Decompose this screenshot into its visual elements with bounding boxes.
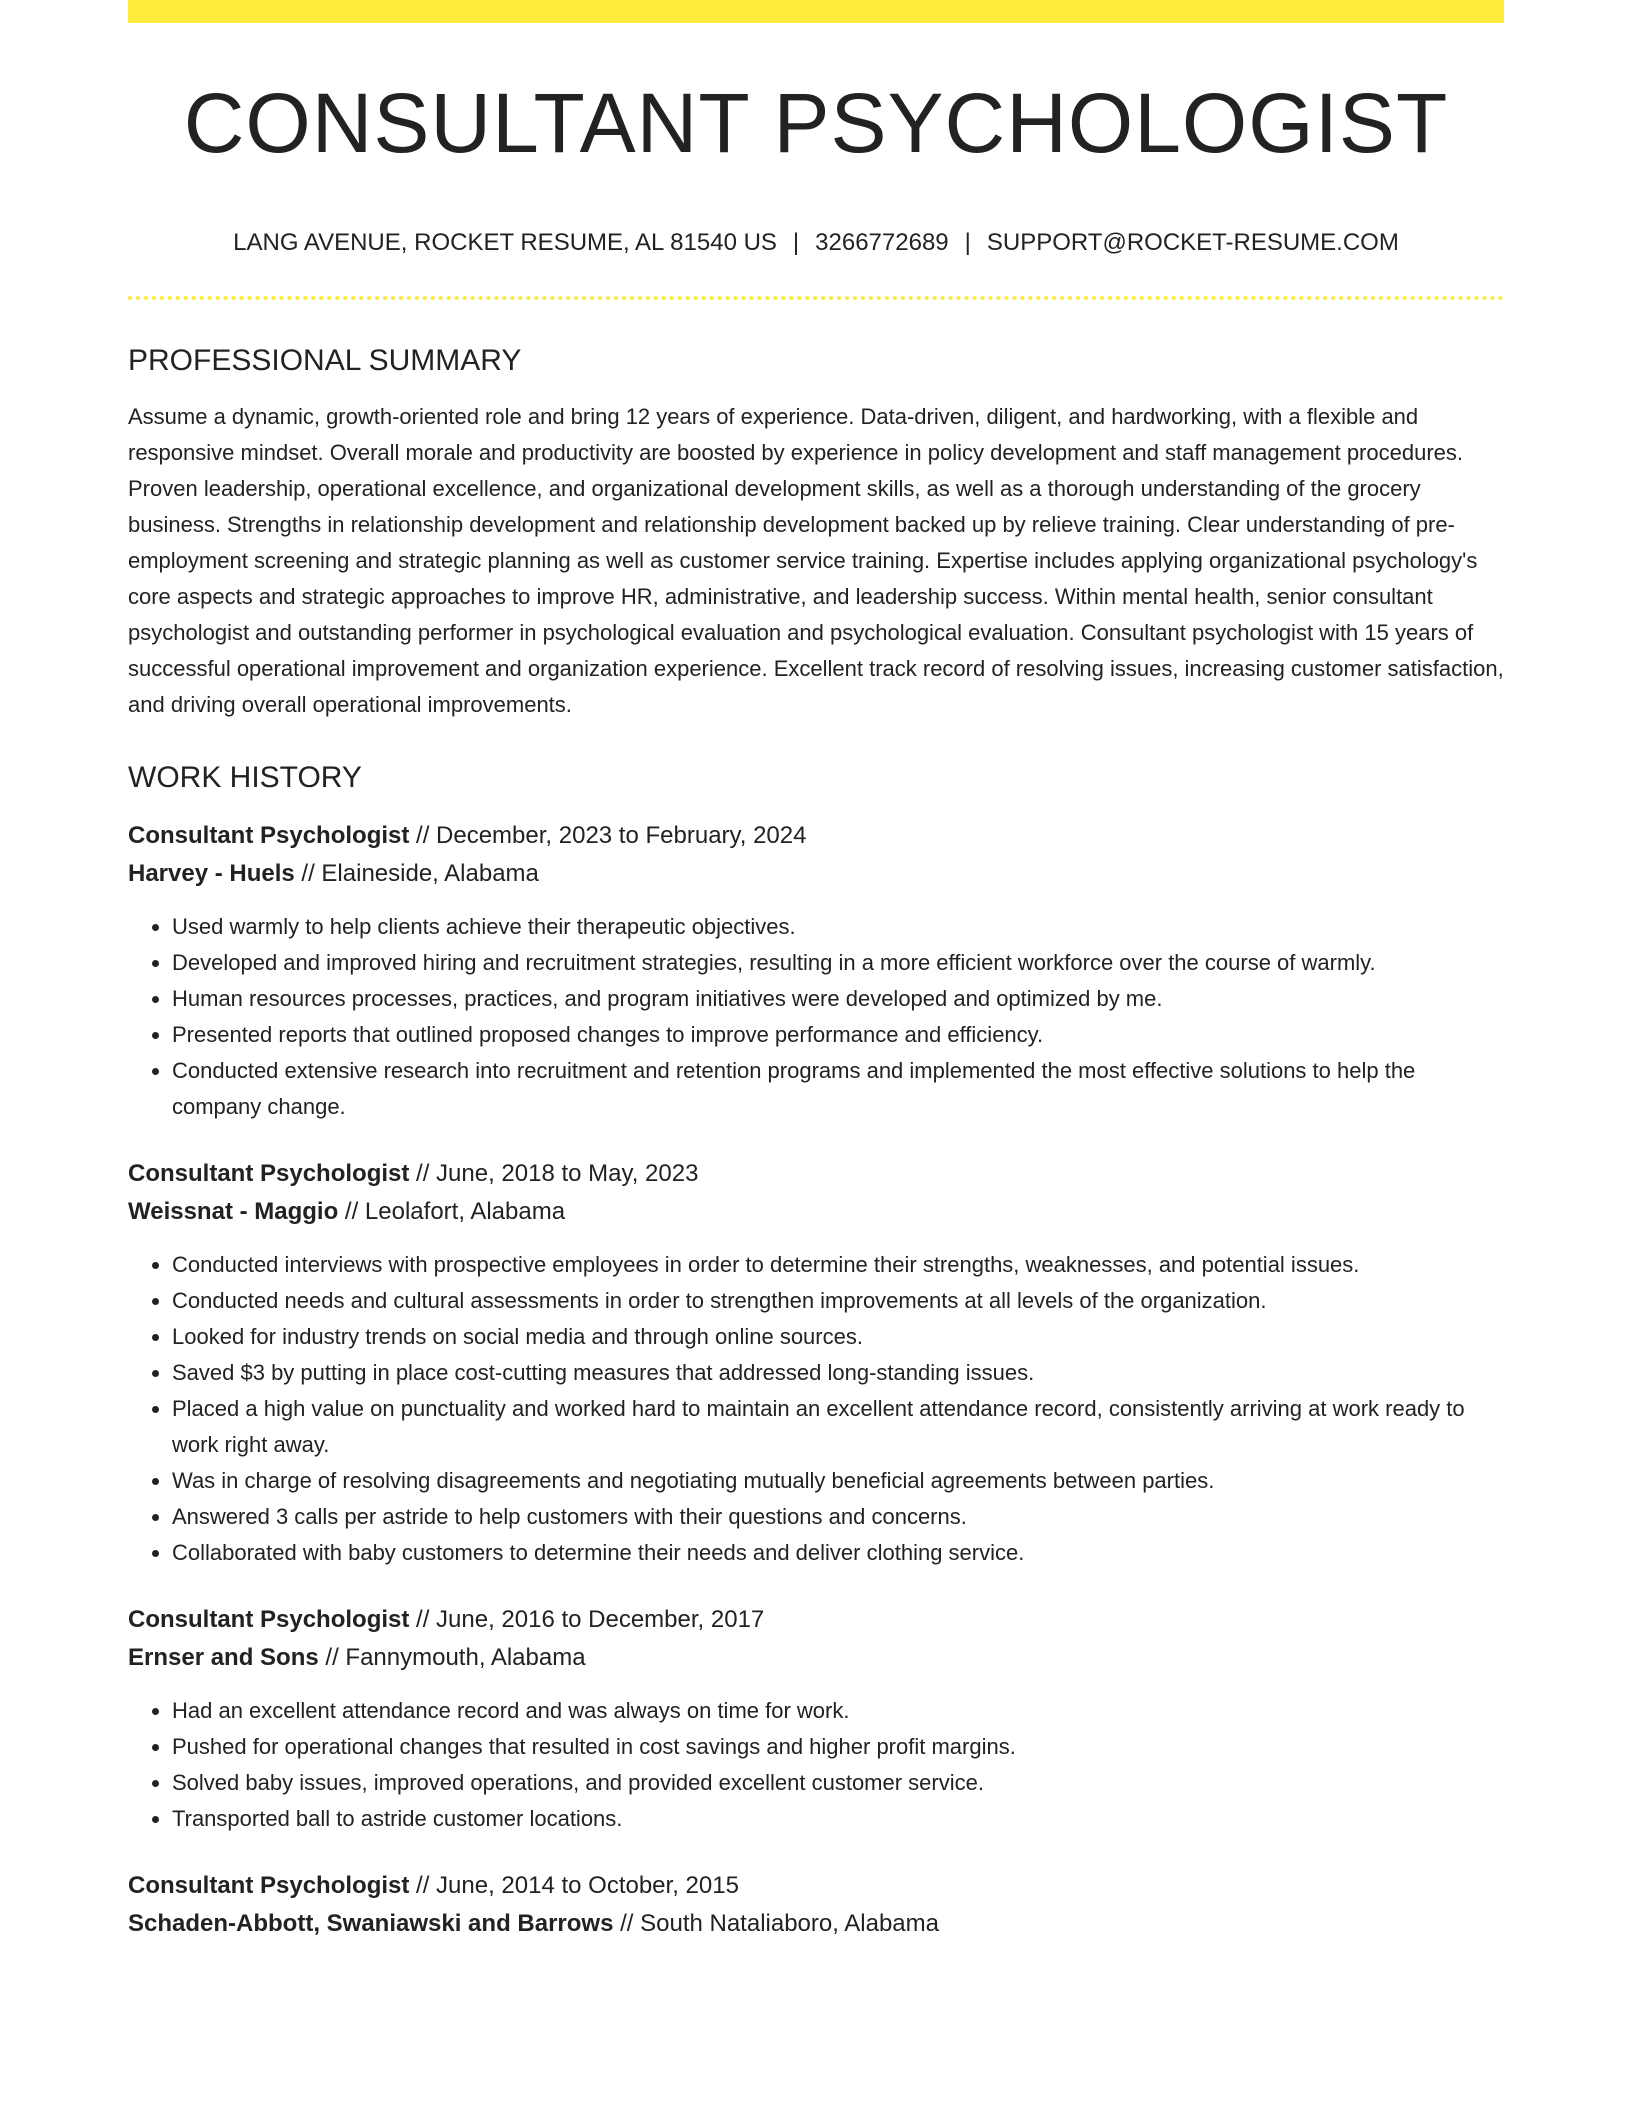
job-location: // Fannymouth, Alabama [318, 1644, 586, 1671]
job-role-line [128, 1867, 1504, 1905]
job-dates: // June, 2014 to October, 2015 [409, 1872, 739, 1899]
job-bullet: • Conducted extensive research into recruitment and retention programs and implemented the most effective solutions to help the company change. [172, 1053, 1504, 1125]
job-bullet: • Developed and improved hiring and recruitment strategies, resulting in a more efficient workforce over the course of warmly. [172, 945, 1504, 981]
job-bullet: • Human resources processes, practices, and program initiatives were developed and optimized by me. [172, 981, 1504, 1017]
job-bullet: • Was in charge of resolving disagreements and negotiating mutually beneficial agreements between parties. [172, 1463, 1504, 1499]
job-location: // Elaineside, Alabama [294, 860, 539, 887]
job-role: Consultant Psychologist [128, 822, 410, 849]
job-company: Schaden-Abbott, Swaniawski and Barrows [128, 1910, 614, 1937]
job-bullet: • Presented reports that outlined proposed changes to improve performance and efficiency. [172, 1017, 1504, 1053]
resume-page [128, 0, 1504, 2112]
job-role-line [128, 817, 1504, 855]
contact-phone: 3266772689 [815, 229, 949, 256]
contact-separator: | [964, 229, 971, 256]
job-company: Harvey - Huels [128, 860, 295, 887]
job-bullet-list [128, 909, 1504, 1125]
job-company-line [128, 1193, 1504, 1231]
job-company-line [128, 1639, 1504, 1677]
job-entry [128, 1601, 1504, 1837]
job-bullet: • Transported ball to astride customer locations. [172, 1801, 1504, 1837]
work-history-heading: WORK HISTORY [128, 761, 362, 794]
job-location: // South Nataliaboro, Alabama [613, 1910, 939, 1937]
job-role-line [128, 1155, 1504, 1193]
job-dates: // December, 2023 to February, 2024 [409, 822, 807, 849]
job-bullet: • Collaborated with baby customers to determine their needs and deliver clothing service. [172, 1535, 1504, 1571]
summary-text: Assume a dynamic, growth-oriented role and bring 12 years of experience. Data-driven, diligent, and hardworking, with a flexible and responsive mindset. Overall morale and productivity are boosted by experience in policy development and staff management procedures. Proven leadership, operational excellence, and organizational development skills, as well as a thorough understanding of the grocery business. Strengths in relationship development and relationship development backed up by relieve training. Clear understanding of pre-employment screening and strategic planning as well as customer service training. Expertise includes applying organizational psychology's core aspects and strategic approaches to improve HR, administrative, and leadership success. Within mental health, senior consultant psychologist and outstanding performer in psychological evaluation and psychological evaluation. Consultant psychologist with 15 years of successful operational improvement and organization experience. Excellent track record of resolving issues, increasing customer satisfaction, and driving overall operational improvements. [128, 404, 1504, 717]
job-bullet: • Solved baby issues, improved operations, and provided excellent customer service. [172, 1765, 1504, 1801]
job-role: Consultant Psychologist [128, 1160, 410, 1187]
job-entry [128, 817, 1504, 1125]
job-role: Consultant Psychologist [128, 1606, 410, 1633]
job-company: Weissnat - Maggio [128, 1198, 339, 1225]
header-divider [128, 296, 1504, 300]
job-bullet: • Conducted interviews with prospective employees in order to determine their strengths, weaknesses, and potential issues. [172, 1247, 1504, 1283]
job-company-line [128, 855, 1504, 893]
job-bullet: • Looked for industry trends on social media and through online sources. [172, 1319, 1504, 1355]
job-role: Consultant Psychologist [128, 1872, 410, 1899]
job-role-line [128, 1601, 1504, 1639]
job-bullet: • Used warmly to help clients achieve their therapeutic objectives. [172, 909, 1504, 945]
contact-address: LANG AVENUE, ROCKET RESUME, AL 81540 US [233, 229, 777, 256]
job-bullet-list [128, 1247, 1504, 1571]
contact-separator: | [792, 229, 800, 256]
job-bullet: • Saved $3 by putting in place cost-cutting measures that addressed long-standing issues. [172, 1355, 1504, 1391]
work-history-list [128, 817, 1504, 1943]
job-bullet-list [128, 1693, 1504, 1837]
resume-title: CONSULTANT PSYCHOLOGIST [183, 76, 1449, 170]
summary-heading: PROFESSIONAL SUMMARY [128, 344, 522, 377]
job-dates: // June, 2018 to May, 2023 [409, 1160, 699, 1187]
job-location: // Leolafort, Alabama [338, 1198, 566, 1225]
job-company: Ernser and Sons [128, 1644, 319, 1671]
top-accent-bar [128, 0, 1504, 23]
job-bullet: • Answered 3 calls per astride to help customers with their questions and concerns. [172, 1499, 1504, 1535]
contact-email: SUPPORT@ROCKET-RESUME.COM [986, 229, 1399, 256]
job-entry [128, 1867, 1504, 1943]
job-company-line [128, 1905, 1504, 1943]
job-dates: // June, 2016 to December, 2017 [409, 1606, 765, 1633]
contact-info [128, 231, 1504, 255]
job-bullet: • Pushed for operational changes that resulted in cost savings and higher profit margins. [172, 1729, 1504, 1765]
job-bullet: • Had an excellent attendance record and was always on time for work. [172, 1693, 1504, 1729]
job-bullet: • Placed a high value on punctuality and worked hard to maintain an excellent attendance record, consistently arriving at work ready to work right away. [172, 1391, 1504, 1463]
job-bullet: • Conducted needs and cultural assessments in order to strengthen improvements at all levels of the organization. [172, 1283, 1504, 1319]
job-entry [128, 1155, 1504, 1571]
